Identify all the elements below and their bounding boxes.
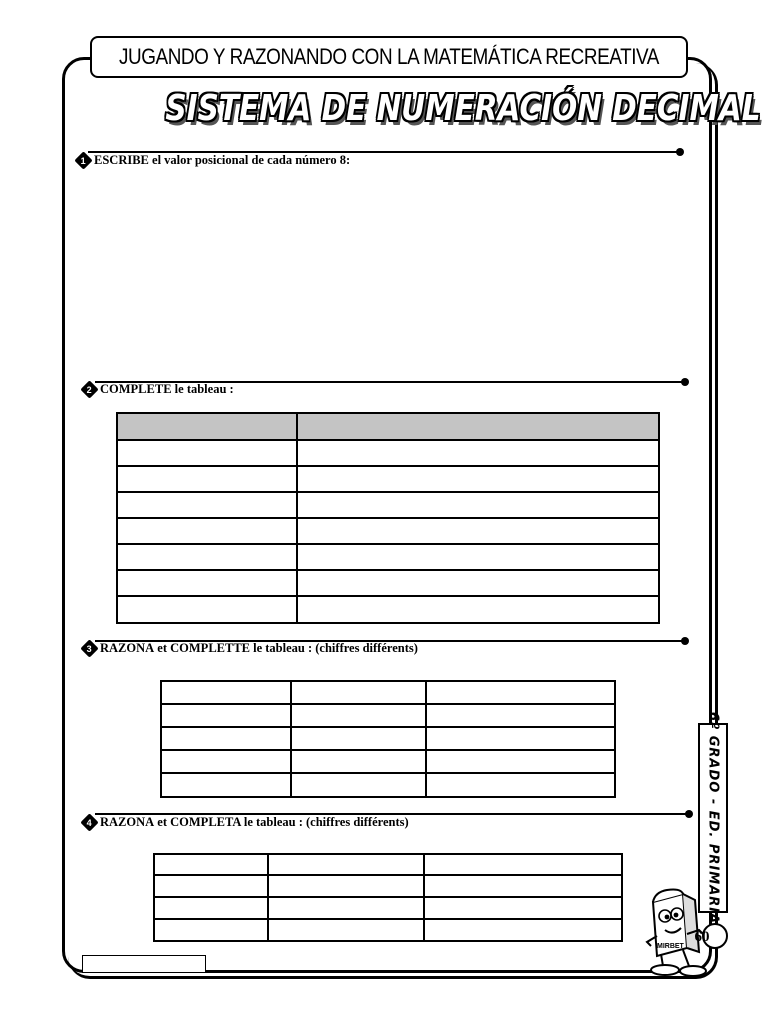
table-cell[interactable] xyxy=(424,897,622,919)
table-row xyxy=(154,875,622,897)
section-4-text: et COMPLETA le tableau : (chiffres différents) xyxy=(154,815,409,829)
section-3-verb: RAZONA xyxy=(100,641,155,655)
section-2-text: le tableau : xyxy=(171,382,234,396)
table-row xyxy=(117,544,659,570)
table-cell[interactable] xyxy=(426,704,615,727)
section-number-badge: 4 xyxy=(80,813,98,831)
table-cell[interactable] xyxy=(268,854,424,875)
section-4-heading xyxy=(83,815,409,830)
table-row xyxy=(154,919,622,941)
table-cell[interactable] xyxy=(154,919,268,941)
table-cell[interactable] xyxy=(161,750,291,773)
table-cell[interactable] xyxy=(117,596,297,623)
table-cell[interactable] xyxy=(426,773,615,797)
table-cell[interactable] xyxy=(424,919,622,941)
table-cell[interactable] xyxy=(426,681,615,704)
table-cell[interactable] xyxy=(154,854,268,875)
table-row xyxy=(161,750,615,773)
page-number: 60 xyxy=(694,929,710,945)
table-cell[interactable] xyxy=(268,919,424,941)
table-cell[interactable] xyxy=(291,773,426,797)
section-2-verb: COMPLETE xyxy=(100,382,172,396)
table-cell[interactable] xyxy=(117,492,297,518)
table-cell[interactable] xyxy=(117,413,297,440)
table-cell[interactable] xyxy=(117,466,297,492)
page-title: SISTEMA DE NUMERACIÓN DECIMAL xyxy=(165,88,761,129)
section-1-text: el valor posicional de cada número 8: xyxy=(148,153,351,167)
header-title: JUGANDO Y RAZONANDO CON LA MATEMÁTICA RECREATIVA xyxy=(118,44,660,69)
footer-box xyxy=(82,955,206,973)
table-row xyxy=(117,492,659,518)
table-cell[interactable] xyxy=(291,727,426,750)
table-cell[interactable] xyxy=(297,413,659,440)
table-cell[interactable] xyxy=(424,854,622,875)
section-number-badge: 2 xyxy=(80,380,98,398)
table-cell[interactable] xyxy=(297,518,659,544)
section-number-badge: 1 xyxy=(74,151,92,169)
table-cell[interactable] xyxy=(117,570,297,596)
section-1-heading xyxy=(77,153,350,168)
table-cell[interactable] xyxy=(291,681,426,704)
rule-end-dot xyxy=(681,637,689,645)
table-4 xyxy=(153,853,623,942)
table-cell[interactable] xyxy=(161,681,291,704)
table-cell[interactable] xyxy=(291,750,426,773)
table-cell[interactable] xyxy=(268,897,424,919)
book-mascot-icon xyxy=(643,884,733,976)
table-cell[interactable] xyxy=(291,704,426,727)
table-cell[interactable] xyxy=(297,596,659,623)
table-cell[interactable] xyxy=(161,773,291,797)
section-4-verb: RAZONA xyxy=(100,815,155,829)
table-cell[interactable] xyxy=(154,875,268,897)
table-cell[interactable] xyxy=(426,727,615,750)
table-cell[interactable] xyxy=(161,727,291,750)
table-cell[interactable] xyxy=(297,544,659,570)
table-row xyxy=(117,518,659,544)
section-2-heading xyxy=(83,382,234,397)
rule-end-dot xyxy=(681,378,689,386)
rule-end-dot xyxy=(685,810,693,818)
rule-end-dot xyxy=(676,148,684,156)
table-row xyxy=(161,727,615,750)
section-3-text: et COMPLETTE le tableau : (chiffres différents) xyxy=(154,641,418,655)
grade-label: 6º GRADO - ED. PRIMARIA xyxy=(705,711,721,925)
table-cell[interactable] xyxy=(117,518,297,544)
table-cell[interactable] xyxy=(424,875,622,897)
table-cell[interactable] xyxy=(154,897,268,919)
table-row xyxy=(117,596,659,623)
table-cell[interactable] xyxy=(117,544,297,570)
table-3 xyxy=(160,680,616,798)
table-row xyxy=(154,897,622,919)
mascot-label: MIRBET xyxy=(657,943,684,950)
table-row xyxy=(154,854,622,875)
table-cell[interactable] xyxy=(297,440,659,466)
section-3-heading xyxy=(83,641,418,656)
table-cell[interactable] xyxy=(297,466,659,492)
header-banner xyxy=(90,36,688,78)
table-row xyxy=(161,704,615,727)
table-row xyxy=(117,570,659,596)
table-cell[interactable] xyxy=(117,440,297,466)
table-row xyxy=(117,466,659,492)
section-1-verb: ESCRIBE xyxy=(94,153,149,167)
table-row xyxy=(161,773,615,797)
table-row xyxy=(161,681,615,704)
table-cell[interactable] xyxy=(297,492,659,518)
table-cell[interactable] xyxy=(426,750,615,773)
table-cell[interactable] xyxy=(268,875,424,897)
table-cell[interactable] xyxy=(297,570,659,596)
section-number-badge: 3 xyxy=(80,639,98,657)
table-2 xyxy=(116,412,660,624)
table-header-row xyxy=(117,413,659,440)
table-row xyxy=(117,440,659,466)
table-cell[interactable] xyxy=(161,704,291,727)
